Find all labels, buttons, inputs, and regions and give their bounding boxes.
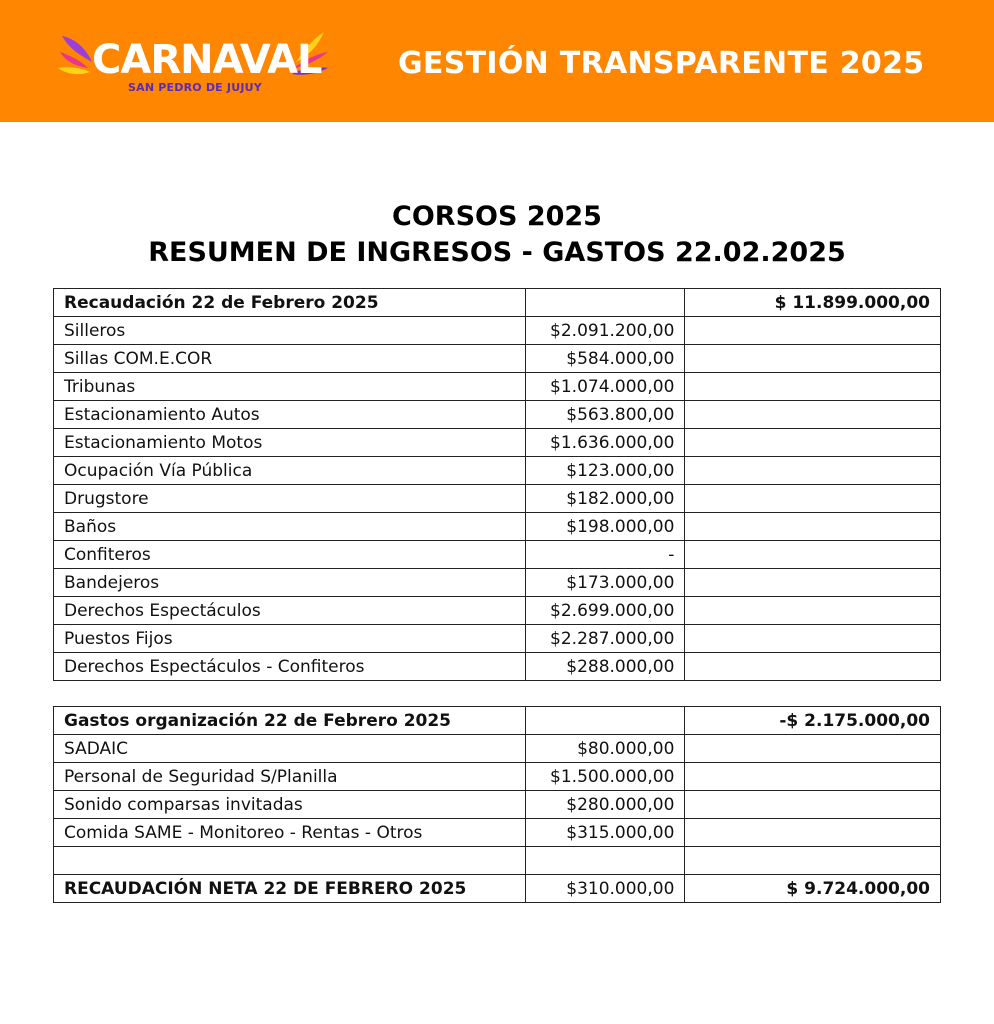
row-label: Derechos Espectáculos - Confiteros <box>54 653 526 681</box>
row-amount: $563.800,00 <box>526 401 685 429</box>
table-row <box>54 457 941 485</box>
income-table <box>53 288 941 681</box>
row-label: Personal de Seguridad S/Planilla <box>54 763 526 791</box>
row-empty <box>685 345 941 373</box>
row-amount: $1.636.000,00 <box>526 429 685 457</box>
row-empty <box>685 513 941 541</box>
row-label: Puestos Fijos <box>54 625 526 653</box>
row-label: Confiteros <box>54 541 526 569</box>
row-label: Estacionamiento Motos <box>54 429 526 457</box>
row-empty <box>54 847 526 875</box>
table-row <box>54 597 941 625</box>
blank-row <box>54 847 941 875</box>
table-row <box>54 735 941 763</box>
net-label: RECAUDACIÓN NETA 22 DE FEBRERO 2025 <box>54 875 526 903</box>
row-label: Silleros <box>54 317 526 345</box>
table-row <box>54 317 941 345</box>
expenses-table <box>53 706 941 903</box>
row-amount: $584.000,00 <box>526 345 685 373</box>
row-label: Sillas COM.E.COR <box>54 345 526 373</box>
row-empty <box>685 653 941 681</box>
row-empty <box>685 791 941 819</box>
logo-subtitle: SAN PEDRO DE JUJUY <box>128 81 262 94</box>
table-row <box>54 513 941 541</box>
row-label: Baños <box>54 513 526 541</box>
row-label: SADAIC <box>54 735 526 763</box>
row-amount: $123.000,00 <box>526 457 685 485</box>
net-amount: $310.000,00 <box>526 875 685 903</box>
row-amount: $1.074.000,00 <box>526 373 685 401</box>
logo-wordmark: CARNAVAL <box>92 37 322 83</box>
row-amount: $1.500.000,00 <box>526 763 685 791</box>
table-row <box>54 485 941 513</box>
income-header-empty <box>526 289 685 317</box>
document-title: CORSOS 2025 <box>392 201 602 232</box>
expenses-header-empty <box>526 707 685 735</box>
table-row <box>54 569 941 597</box>
row-empty <box>685 541 941 569</box>
table-row <box>54 401 941 429</box>
row-empty <box>685 401 941 429</box>
expenses-total: -$ 2.175.000,00 <box>685 707 941 735</box>
row-label: Tribunas <box>54 373 526 401</box>
table-row <box>54 429 941 457</box>
expenses-header-row <box>54 707 941 735</box>
row-empty <box>685 819 941 847</box>
row-amount: $2.091.200,00 <box>526 317 685 345</box>
income-header-label: Recaudación 22 de Febrero 2025 <box>54 289 526 317</box>
row-label: Comida SAME - Monitoreo - Rentas - Otros <box>54 819 526 847</box>
row-amount: $198.000,00 <box>526 513 685 541</box>
row-amount: $280.000,00 <box>526 791 685 819</box>
row-empty <box>526 847 685 875</box>
row-empty <box>685 317 941 345</box>
net-row <box>54 875 941 903</box>
row-empty <box>685 763 941 791</box>
document-subtitle: RESUMEN DE INGRESOS - GASTOS 22.02.2025 <box>148 237 846 268</box>
row-amount: $288.000,00 <box>526 653 685 681</box>
page-header <box>0 0 994 122</box>
row-empty <box>685 847 941 875</box>
row-empty <box>685 625 941 653</box>
row-label: Drugstore <box>54 485 526 513</box>
row-amount: $315.000,00 <box>526 819 685 847</box>
table-row <box>54 541 941 569</box>
expenses-header-label: Gastos organización 22 de Febrero 2025 <box>54 707 526 735</box>
table-row <box>54 763 941 791</box>
income-total: $ 11.899.000,00 <box>685 289 941 317</box>
income-header-row <box>54 289 941 317</box>
row-label: Sonido comparsas invitadas <box>54 791 526 819</box>
row-amount: $173.000,00 <box>526 569 685 597</box>
row-empty <box>685 373 941 401</box>
row-amount: $2.699.000,00 <box>526 597 685 625</box>
row-amount: $80.000,00 <box>526 735 685 763</box>
row-label: Ocupación Vía Pública <box>54 457 526 485</box>
row-empty <box>685 457 941 485</box>
row-empty <box>685 429 941 457</box>
table-row <box>54 345 941 373</box>
row-amount: $182.000,00 <box>526 485 685 513</box>
row-label: Bandejeros <box>54 569 526 597</box>
table-row <box>54 625 941 653</box>
row-amount: $2.287.000,00 <box>526 625 685 653</box>
row-label: Estacionamiento Autos <box>54 401 526 429</box>
table-row <box>54 791 941 819</box>
net-total: $ 9.724.000,00 <box>685 875 941 903</box>
row-label: Derechos Espectáculos <box>54 597 526 625</box>
row-empty <box>685 597 941 625</box>
table-row <box>54 373 941 401</box>
row-empty <box>685 569 941 597</box>
table-row <box>54 653 941 681</box>
table-row <box>54 819 941 847</box>
header-title: GESTIÓN TRANSPARENTE 2025 <box>398 46 925 81</box>
row-amount: - <box>526 541 685 569</box>
carnaval-logo <box>56 28 346 98</box>
row-empty <box>685 485 941 513</box>
row-empty <box>685 735 941 763</box>
